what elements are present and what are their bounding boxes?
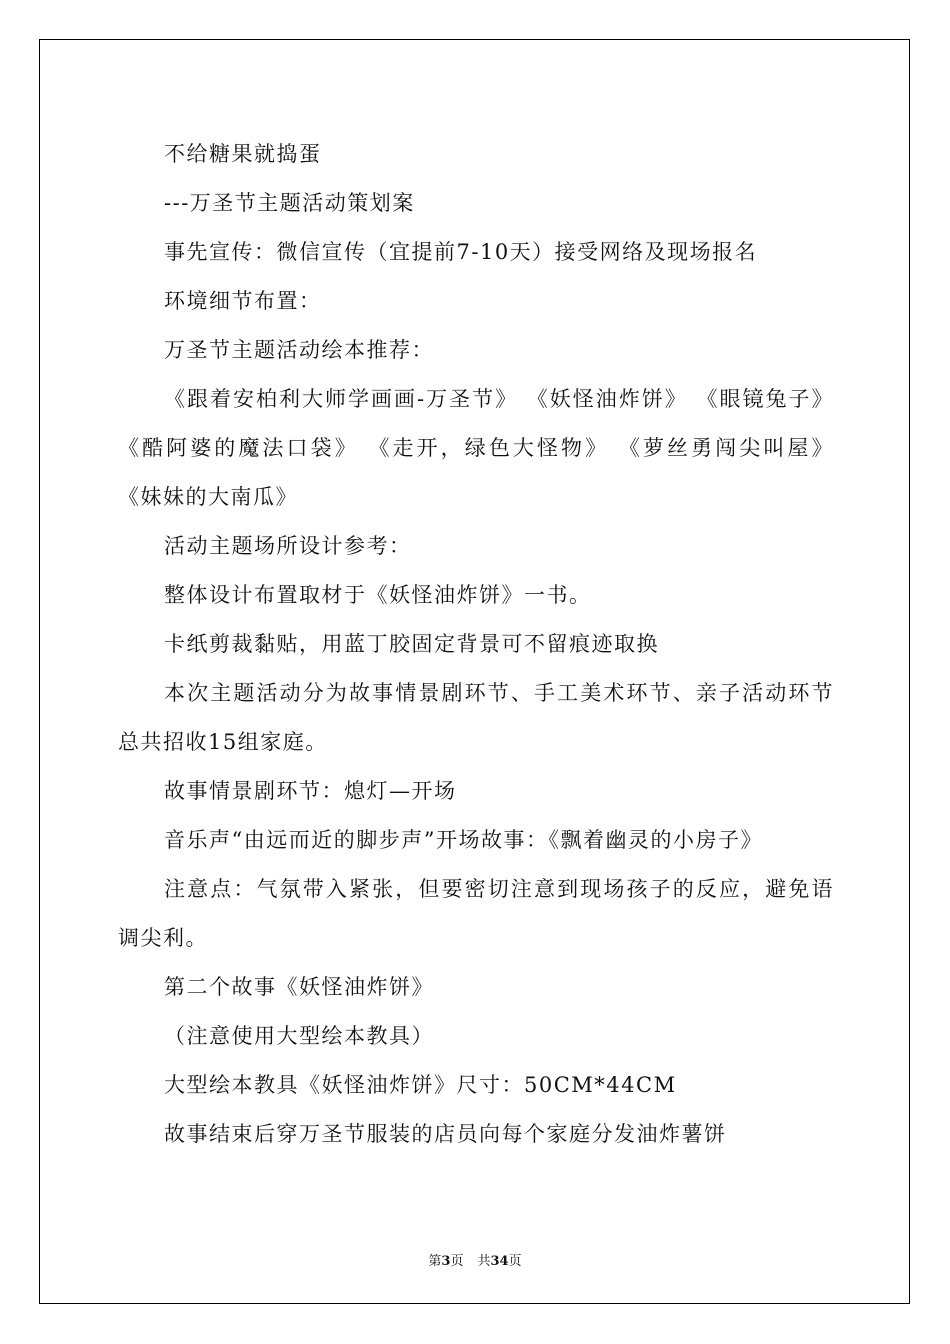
paragraph-cardboard: 卡纸剪裁黏贴，用蓝丁胶固定背景可不留痕迹取换 <box>164 632 659 656</box>
total-suffix: 页 <box>508 1254 522 1269</box>
paragraph-promotion: 事先宣传：微信宣传（宜提前7-10天）接受网络及现场报名 <box>164 240 758 264</box>
doc-title: 不给糖果就捣蛋 <box>164 142 322 166</box>
paragraph-teaching-aid-note: （注意使用大型绘本教具） <box>164 1024 434 1048</box>
page-suffix: 页 <box>450 1254 464 1269</box>
paragraph-venue-heading: 活动主题场所设计参考： <box>164 534 412 558</box>
paragraph-teaching-aid-size: 大型绘本教具《妖怪油炸饼》尺寸：50CM*44CM <box>164 1073 677 1097</box>
paragraph-distribution: 故事结束后穿万圣节服装的店员向每个家庭分发油炸薯饼 <box>164 1122 727 1146</box>
paragraph-sections: 本次主题活动分为故事情景剧环节、手工美术环节、亲子活动环节总共招收15组家庭。 <box>118 681 834 754</box>
paragraph-book-heading: 万圣节主题活动绘本推荐： <box>164 338 434 362</box>
paragraph-overall-design: 整体设计布置取材于《妖怪油炸饼》一书。 <box>164 583 592 607</box>
total-prefix: 共 <box>477 1254 491 1269</box>
doc-subtitle: ---万圣节主题活动策划案 <box>164 191 415 215</box>
page-prefix: 第 <box>428 1254 442 1269</box>
document-body <box>118 130 834 1159</box>
paragraph-notes: 注意点：气氛带入紧张，但要密切注意到现场孩子的反应，避免语调尖利。 <box>118 877 834 950</box>
paragraph-music: 音乐声“由远而近的脚步声”开场故事：《飘着幽灵的小房子》 <box>164 828 763 852</box>
paragraph-second-story: 第二个故事《妖怪油炸饼》 <box>164 975 434 999</box>
page-footer <box>0 1250 950 1269</box>
total-pages: 34 <box>490 1254 509 1269</box>
paragraph-environment: 环境细节布置： <box>164 289 322 313</box>
paragraph-book-list: 《跟着安柏利大师学画画-万圣节》 《妖怪油炸饼》 《眼镜兔子》 《酷阿婆的魔法口袋》 《走开，绿色大怪物》 《萝丝勇闯尖叫屋》 《妹妹的大南瓜》 <box>118 387 834 509</box>
page-number: 3 <box>441 1254 451 1269</box>
paragraph-story-section: 故事情景剧环节：熄灯—开场 <box>164 779 457 803</box>
